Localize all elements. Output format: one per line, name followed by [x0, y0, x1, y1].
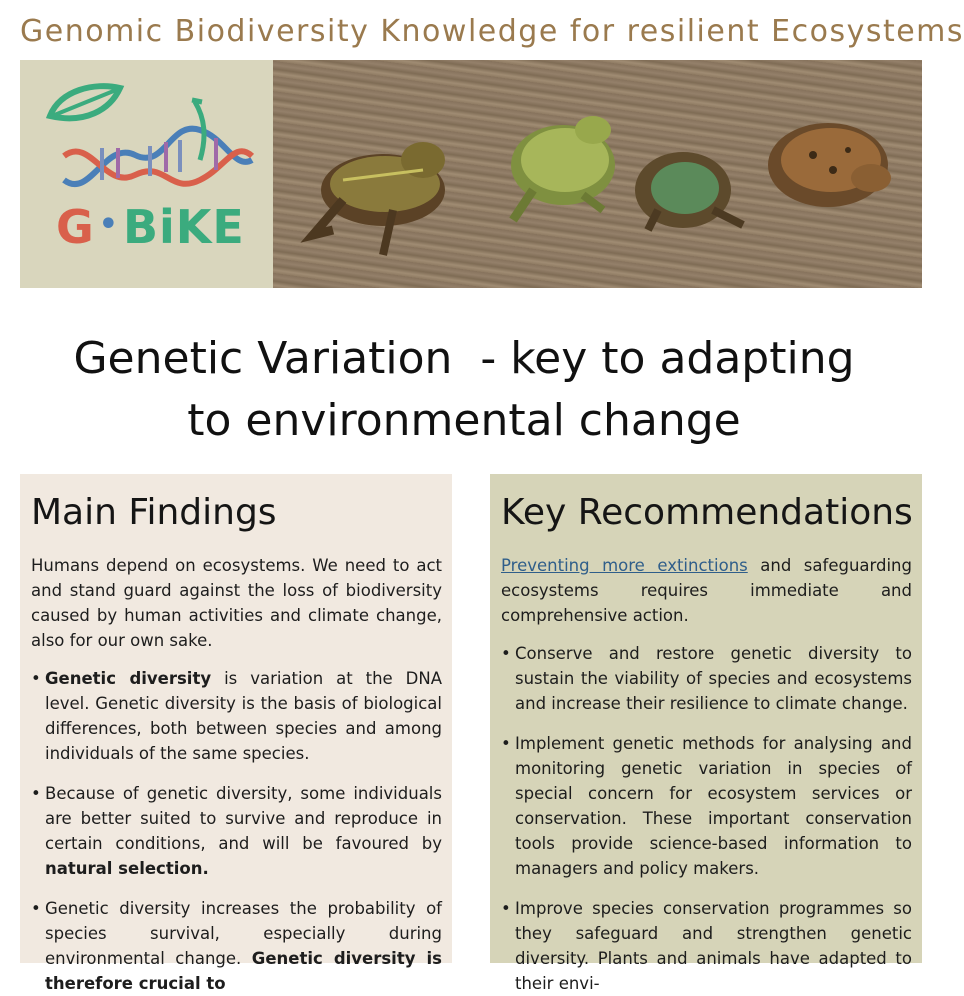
list-item-text: Conserve and restore genetic diversity to sustain the viability of species and ecosystems and increase their resilience to climate change. [515, 644, 912, 713]
gbike-logo [20, 60, 273, 288]
frog-image-3 [635, 152, 743, 230]
list-item [31, 781, 442, 881]
list-item [501, 731, 912, 881]
logo-wordmark: G •BiKE [56, 200, 245, 254]
frog-image-4 [768, 123, 891, 207]
list-item-text: Implement genetic methods for analysing and monitoring genetic variation in species of special concern for ecosystem services or conservation. These important conservation tools provide science-based information to managers and policy makers. [515, 734, 912, 878]
dna-leaf-logo-icon [20, 60, 273, 200]
main-findings-list [31, 666, 442, 996]
main-findings-heading: Main Findings [31, 492, 277, 533]
emphasis-text: Genetic diversity [45, 669, 212, 688]
header-tagline: Genomic Biodiversity Knowledge for resilient Ecosystems [20, 14, 964, 49]
list-item-text: Because of genetic diversity, some individuals are better suited to survive and reproduce in certain conditions, and will be favoured by [45, 784, 442, 853]
key-recommendations-panel [490, 474, 922, 993]
list-item [501, 641, 912, 716]
page-title [0, 328, 928, 452]
title-line-2: to environmental change [187, 395, 741, 446]
bullet: • [501, 644, 511, 663]
list-item [31, 896, 442, 996]
key-recommendations-intro [501, 553, 912, 628]
emphasis-text: Genetic diversity is therefore crucial to [45, 949, 442, 993]
header-banner [20, 60, 922, 288]
frog-image-2 [511, 116, 615, 220]
bullet: • [31, 784, 41, 803]
main-findings-intro: Humans depend on ecosystems. We need to act and stand guard against the loss of biodiversity caused by human activities and climate change, also for our own sake. [31, 556, 442, 650]
preventing-extinctions-link[interactable]: Preventing more extinctions [501, 556, 748, 575]
title-line-1: Genetic Variation - key to adapting [73, 333, 855, 384]
list-item [31, 666, 442, 766]
emphasis-text: natural selection. [45, 859, 209, 878]
bullet: • [501, 899, 511, 918]
bullet: • [31, 669, 41, 688]
main-findings-panel [20, 474, 452, 993]
list-item [501, 896, 912, 996]
intro-text: and safeguarding ecosystems requires immediate and comprehensive action. [501, 556, 912, 625]
key-recommendations-list [501, 641, 912, 996]
frogs-photo [273, 60, 922, 288]
key-recommendations-heading: Key Recommendations [501, 492, 913, 533]
list-item-text: is variation at the DNA level. Genetic diversity is the basis of biological differences, both between species and among individuals of the same species. [45, 669, 442, 763]
list-item-text: Improve species conservation programmes so they safeguard and strengthen genetic diversity. Plants and animals have adapted to their envi- [515, 899, 912, 993]
bullet: • [31, 899, 41, 918]
frog-image-1 [313, 142, 445, 255]
bullet: • [501, 734, 511, 753]
list-item-text: Genetic diversity increases the probability of species survival, especially during environmental change. [45, 899, 442, 968]
